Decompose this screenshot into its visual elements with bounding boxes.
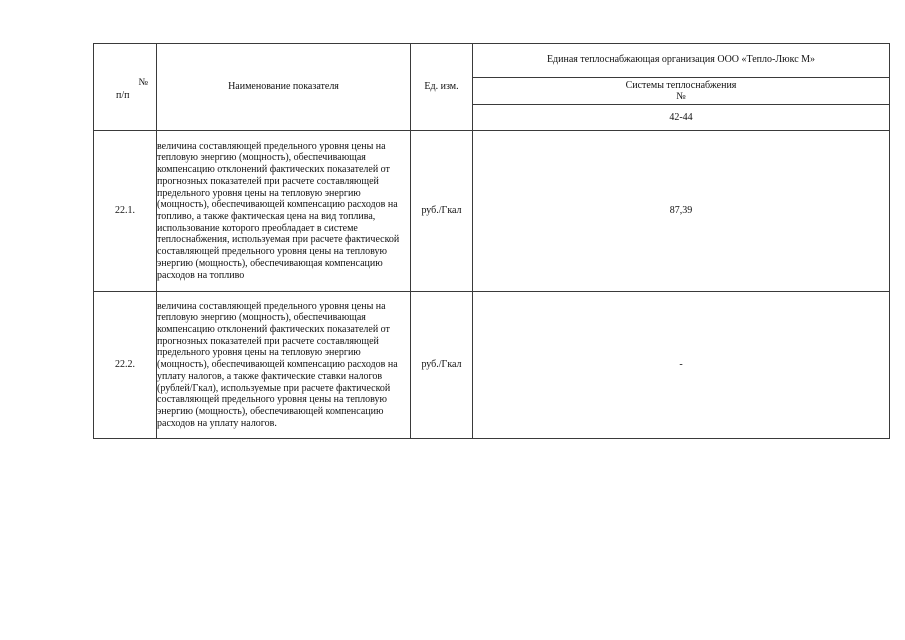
- header-org-label: Единая теплоснабжающая организация ООО «Тепло-Люкс М»: [546, 54, 816, 66]
- header-systems-number-sign: №: [676, 91, 686, 103]
- tariff-table-container: [93, 43, 890, 439]
- row-unit: руб./Гкал: [411, 131, 473, 292]
- header-name-cell: [157, 44, 411, 131]
- header-systems-cell: [473, 77, 890, 105]
- header-system-code: 42-44: [669, 111, 693, 123]
- header-number-sign: №: [138, 77, 148, 88]
- header-row-org: [94, 44, 890, 78]
- table-row: [94, 131, 890, 292]
- table-row: [94, 292, 890, 439]
- row-value: -: [473, 292, 890, 439]
- row-value: 87,39: [473, 131, 890, 292]
- row-number: 22.2.: [94, 292, 157, 439]
- row-indicator-name: величина составляющей предельного уровня цены на тепловую энергию (мощность), обеспечивающая компенсацию отклонений фактических показателей от прогнозных показателей при расчете составляющей предельного уровня цены на тепловую энергию (мощность), обеспечивающей компенсацию расходов на топливо, а также фактическая цена на вид топлива, использование которого преобладает в системе теплоснабжения, используемая при расчете фактической составляющей предельного уровня цены на тепловую энергию (мощность), обеспечивающая компенсацию расходов на топливо: [157, 131, 411, 292]
- header-unit-label: Ед. изм.: [424, 81, 459, 92]
- row-indicator-name: величина составляющей предельного уровня цены на тепловую энергию (мощность), обеспечивающая компенсацию отклонений фактических показателей от прогнозных показателей при расчете составляющей предельного уровня цены на тепловую энергию (мощность), обеспечивающей компенсацию расходов на уплату налогов, а также фактические ставки налогов (рублей/Гкал), используемые при расчете фактической составляющей предельного уровня цены на тепловую энергию (мощность), обеспечивающей компенсацию расходов на уплату налогов.: [157, 292, 411, 439]
- header-unit-cell: [411, 44, 473, 131]
- header-systems-label: Системы теплоснабжения: [625, 80, 737, 92]
- header-org-cell: [473, 44, 890, 78]
- header-name-label: Наименование показателя: [228, 81, 339, 92]
- row-unit: руб./Гкал: [411, 292, 473, 439]
- row-number: 22.1.: [94, 131, 157, 292]
- tariff-table: [93, 43, 890, 439]
- header-number-cell: [94, 44, 157, 131]
- header-number-sub: п/п: [116, 90, 130, 101]
- header-system-code-cell: [473, 105, 890, 131]
